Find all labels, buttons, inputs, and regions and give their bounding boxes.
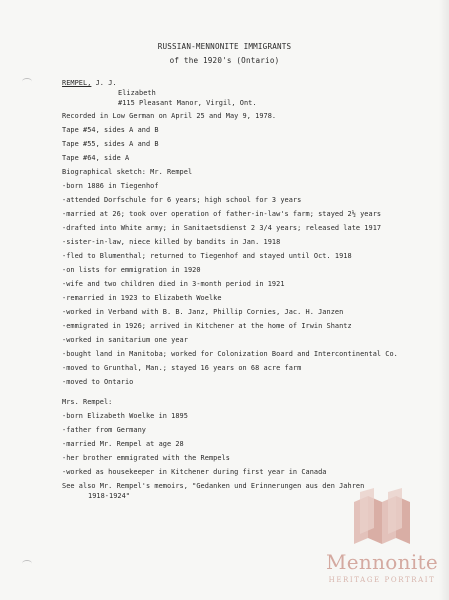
list-item: -worked in Verband with B. B. Janz, Phillip Cornies, Jac. H. Janzen: [62, 308, 344, 316]
punch-hole-bottom: [22, 560, 32, 567]
list-item: -worked in sanitarium one year: [62, 336, 188, 344]
mennonite-heritage-logo: [322, 488, 442, 594]
subject-initials: J. J.: [95, 79, 117, 87]
list-item: -born Elizabeth Woelke in 1895: [62, 412, 188, 420]
list-item: -attended Dorfschule for 6 years; high school for 3 years: [62, 196, 302, 204]
list-item: -her brother emmigrated with the Rempels: [62, 454, 230, 462]
subject-surname: REMPEL,: [62, 79, 92, 87]
list-item: -bought land in Manitoba; worked for Colonization Board and Intercontinental Co.: [62, 350, 398, 358]
list-item: -drafted into White army; in Sanitaetsdienst 2 3/4 years; released late 1917: [62, 224, 382, 232]
list-item: -worked as housekeeper in Kitchener during first year in Canada: [62, 468, 327, 476]
document-subtitle: of the 1920's (Ontario): [169, 56, 280, 65]
logo-wordmark: Mennonite: [326, 550, 438, 574]
see-also-line-continued: 1918-1924": [88, 492, 130, 500]
list-item: -married at 26; took over operation of father-in-law's farm; stayed 2½ years: [62, 210, 382, 218]
list-item: -remarried in 1923 to Elizabeth Woelke: [62, 294, 222, 302]
list-item: -father from Germany: [62, 426, 146, 434]
sketch-heading: Biographical sketch: Mr. Rempel: [62, 168, 193, 176]
punch-hole-top: [22, 78, 32, 85]
list-item: -wife and two children died in 3-month period in 1921: [62, 280, 285, 288]
see-also-line: See also Mr. Rempel's memoirs, "Gedanken und Erinnerungen aus den Jahren: [62, 482, 365, 490]
list-item: -emmigrated in 1926; arrived in Kitchener at the home of Irwin Shantz: [62, 322, 352, 330]
recorded-line: Recorded in Low German on April 25 and May 9, 1978.: [62, 112, 277, 120]
list-item: -fled to Blumenthal; returned to Tiegenhof and stayed until Oct. 1918: [62, 252, 352, 260]
subject-name: [62, 79, 117, 87]
subject-spouse: Elizabeth: [118, 89, 156, 97]
list-item: -sister-in-law, niece killed by bandits in Jan. 1918: [62, 238, 281, 246]
list-item: -moved to Ontario: [62, 378, 134, 386]
document-title: RUSSIAN-MENNONITE IMMIGRANTS: [157, 42, 292, 51]
list-item: -on lists for emmigration in 1920: [62, 266, 201, 274]
list-item: -moved to Grunthal, Man.; stayed 16 years on 68 acre farm: [62, 364, 302, 372]
tape-line: Tape #54, sides A and B: [62, 126, 159, 134]
list-item: -married Mr. Rempel at age 28: [62, 440, 184, 448]
book-pages-icon: [350, 488, 414, 548]
subject-address: #115 Pleasant Manor, Virgil, Ont.: [118, 99, 257, 107]
logo-subtitle: HERITAGE PORTRAIT: [328, 576, 436, 584]
tape-line: Tape #55, sides A and B: [62, 140, 159, 148]
mrs-heading: Mrs. Rempel:: [62, 398, 113, 406]
tape-line: Tape #64, side A: [62, 154, 130, 162]
list-item: -born 1886 in Tiegenhof: [62, 182, 159, 190]
